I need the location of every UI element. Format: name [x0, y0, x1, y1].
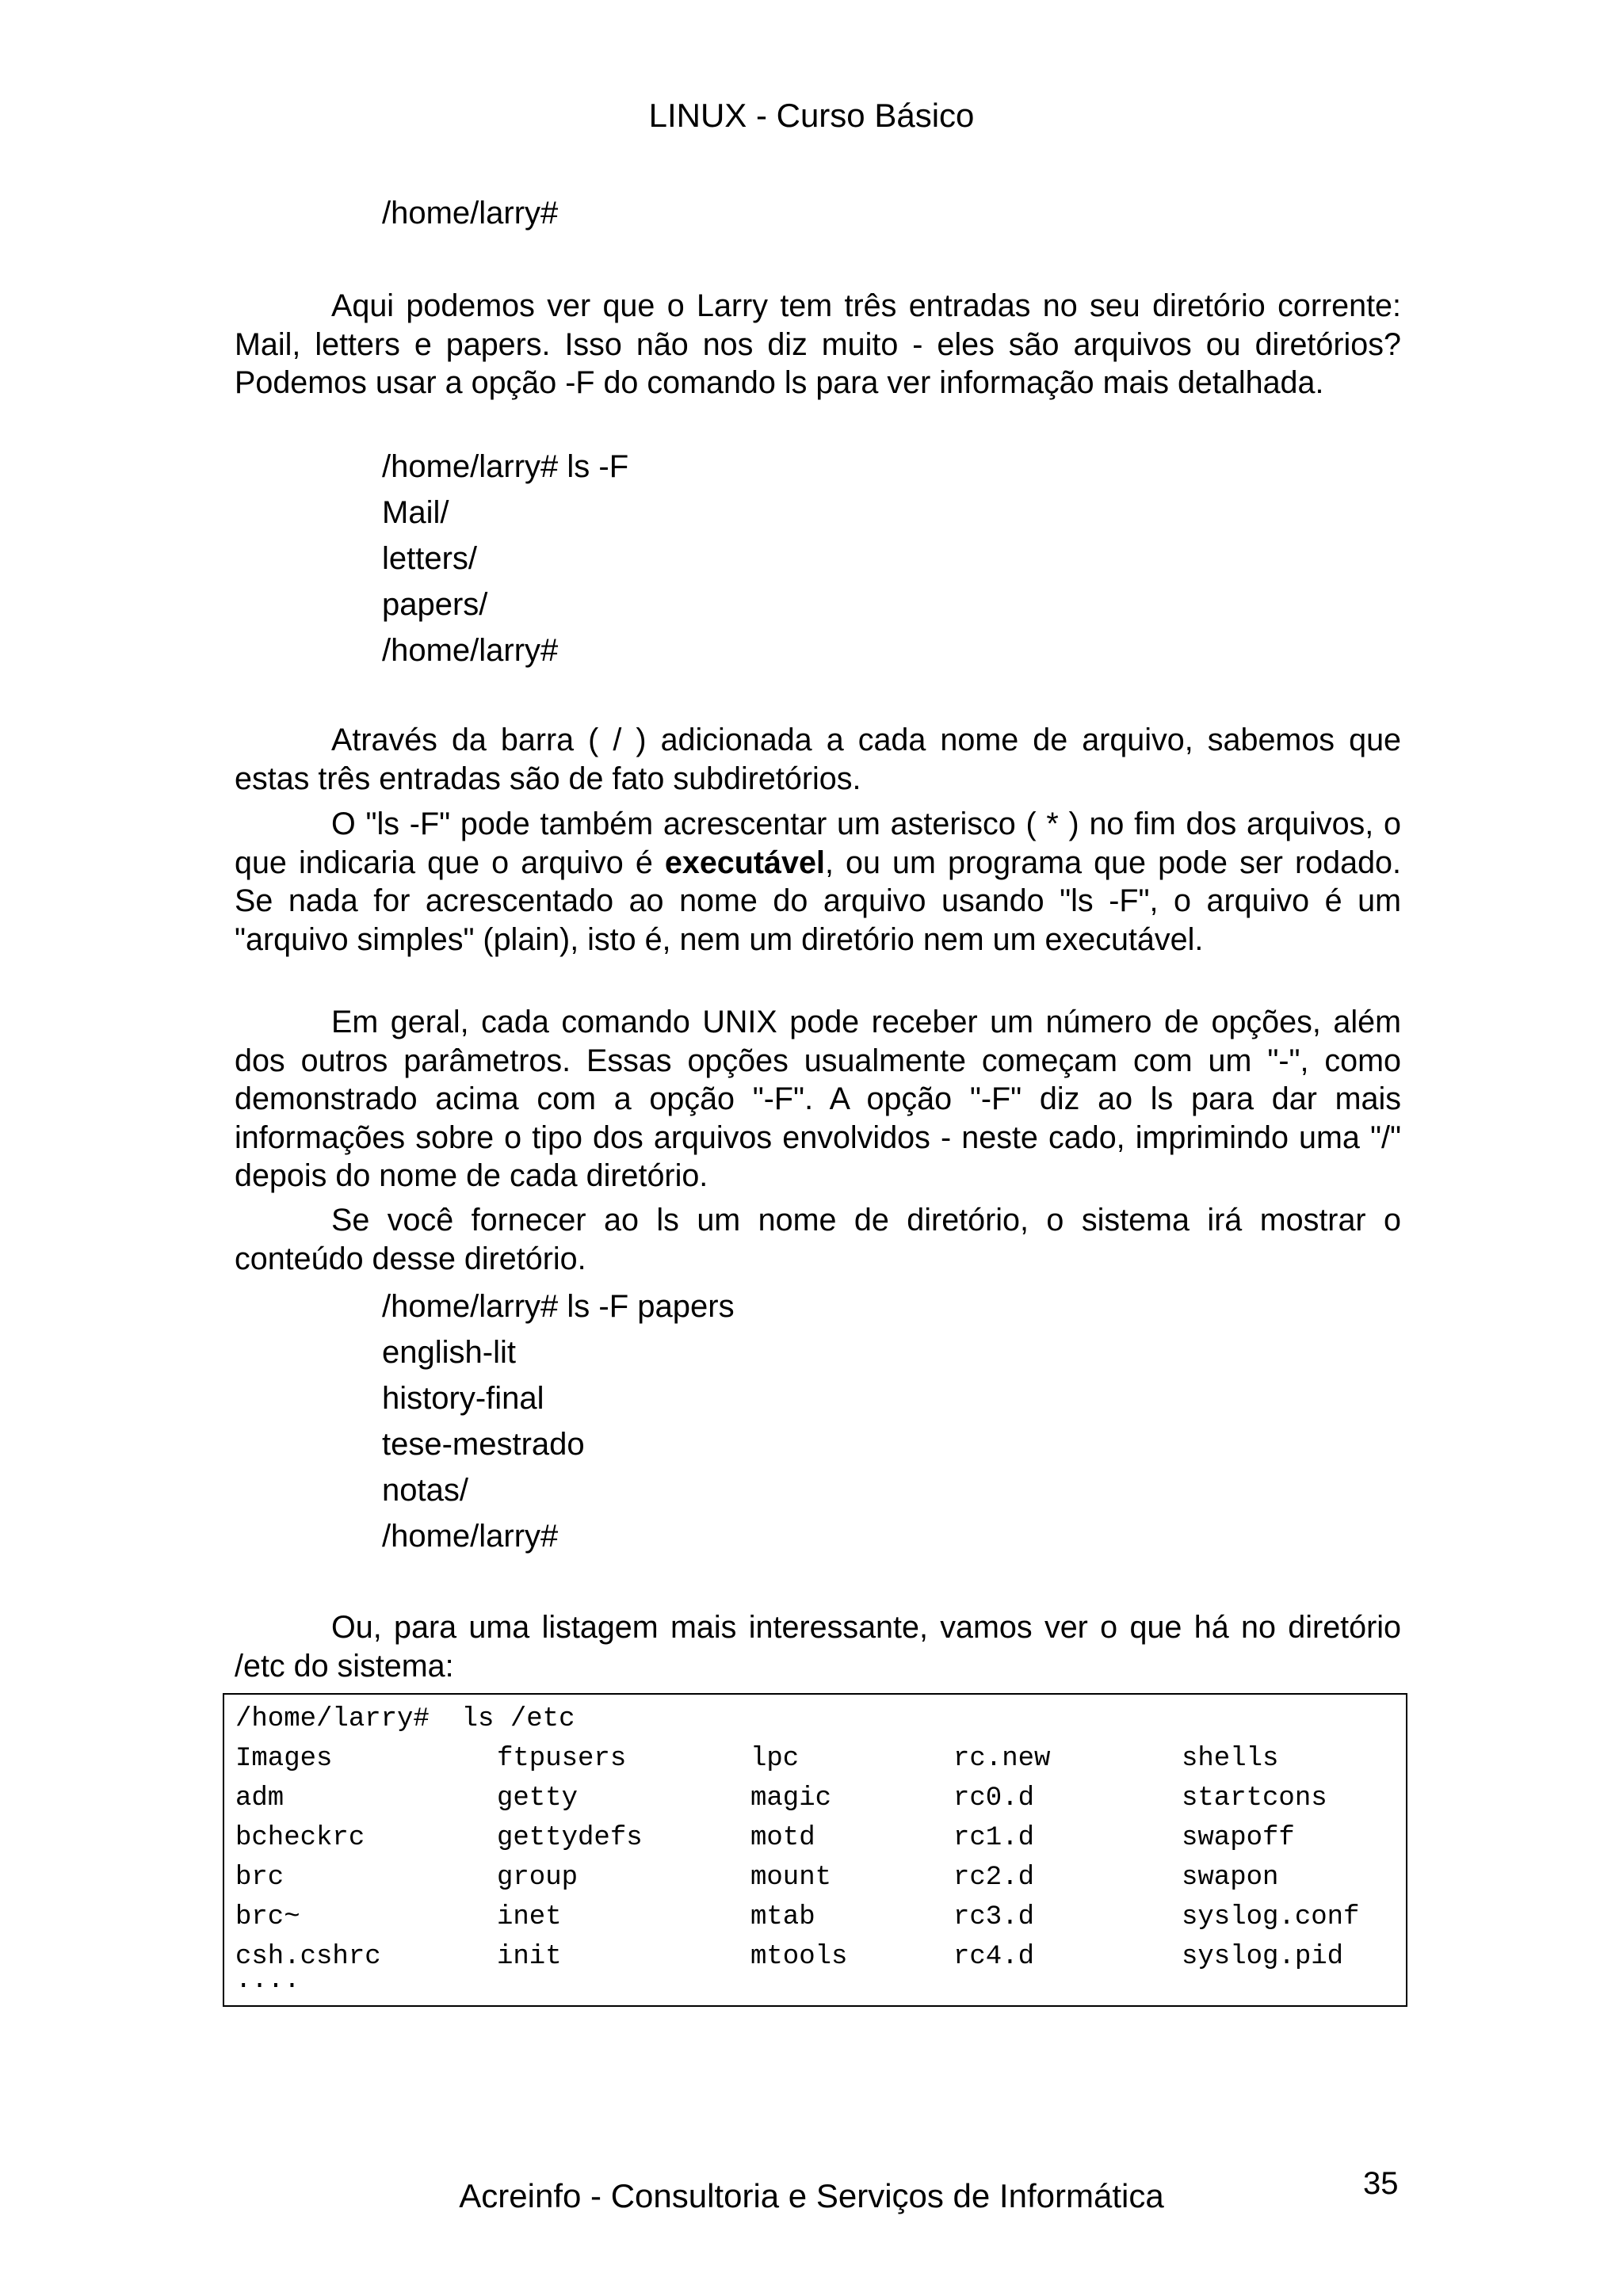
etc-file-name: rc4.d — [953, 1942, 1035, 1972]
output-line: notas/ — [382, 1473, 468, 1508]
page-number: 35 — [1363, 2166, 1399, 2201]
etc-file-name: csh.cshrc — [235, 1942, 381, 1972]
command-line: /home/larry# — [382, 633, 559, 668]
etc-file-name: init — [497, 1942, 562, 1972]
paragraph-directory — [235, 1201, 1401, 1278]
paragraph-text: O "ls -F" pode também acrescentar um asterisco ( * ) no fim dos arquivos, o que indicaria que o arquivo é — [235, 807, 1401, 880]
etc-file-name: adm — [235, 1783, 285, 1814]
paragraph-text: Ou, para uma listagem mais interessante, vamos ver o que há no diretório /etc do sistema: — [235, 1610, 1401, 1684]
etc-file-name: magic — [750, 1783, 832, 1814]
paragraph-text: Aqui podemos ver que o Larry tem três entradas no seu diretório corrente: Mail, letters e papers. Isso não nos diz muito - eles são arquivos ou diretórios? Podemos usar a opção -F do comando ls para ver informação mais detalhada. — [235, 288, 1401, 400]
etc-file-name: rc0.d — [953, 1783, 1035, 1814]
paragraph-slash — [235, 721, 1401, 798]
command-line: /home/larry# — [382, 1519, 559, 1554]
etc-file-name: syslog.conf — [1182, 1902, 1360, 1932]
etc-file-name: getty — [497, 1783, 579, 1814]
paragraph-text: Se você fornecer ao ls um nome de diretório, o sistema irá mostrar o conteúdo desse diretório. — [235, 1203, 1401, 1276]
etc-file-name: group — [497, 1863, 579, 1893]
output-line: Mail/ — [382, 495, 449, 530]
etc-prompt: /home/larry# ls /etc — [235, 1704, 575, 1734]
etc-file-name: lpc — [750, 1744, 800, 1774]
paragraph-options — [235, 1003, 1401, 1196]
etc-file-name: mtab — [750, 1902, 815, 1932]
paragraph-intro — [235, 287, 1401, 402]
page-header: LINUX - Curso Básico — [648, 97, 975, 134]
etc-file-name: rc3.d — [953, 1902, 1035, 1932]
paragraph-etc — [235, 1608, 1401, 1685]
paragraph-text: , ou um programa que pode ser rodado. Se nada for acrescentado ao nome do arquivo usando "ls -F", o arquivo é um "arquivo simples" (plain), isto é, nem um diretório nem um executável. — [235, 845, 1401, 957]
output-line: letters/ — [382, 541, 478, 576]
etc-file-name: ftpusers — [497, 1744, 627, 1774]
etc-file-name: Images — [235, 1744, 333, 1774]
output-line: english-lit — [382, 1335, 516, 1370]
etc-file-name: swapon — [1182, 1863, 1279, 1893]
paragraph-asterisk — [235, 805, 1401, 959]
etc-file-name: rc1.d — [953, 1823, 1035, 1853]
etc-listing-box — [223, 1693, 1407, 2007]
etc-file-name: swapoff — [1182, 1823, 1295, 1853]
etc-file-name: brc~ — [235, 1902, 300, 1932]
etc-file-name: rc.new — [953, 1744, 1051, 1774]
etc-file-name: gettydefs — [497, 1823, 643, 1853]
etc-file-name: syslog.pid — [1182, 1942, 1344, 1972]
etc-file-name: bcheckrc — [235, 1823, 365, 1853]
etc-ellipsis: .... — [235, 1966, 300, 1996]
etc-file-name: shells — [1182, 1744, 1279, 1774]
output-line: papers/ — [382, 587, 488, 622]
bold-term: executável — [664, 845, 825, 880]
paragraph-text: Através da barra ( / ) adicionada a cada nome de arquivo, sabemos que estas três entradas são de fato subdiretórios. — [235, 723, 1401, 796]
paragraph-text: Em geral, cada comando UNIX pode receber um número de opções, além dos outros parâmetros. Essas opções usualmente começam com um "-", como demonstrado acima com a opção "-F". A opção "-F" diz ao ls para dar mais informações sobre o tipo dos arquivos envolvidos - neste cado, imprimindo uma "/" depois do nome de cada diretório. — [235, 1005, 1401, 1193]
etc-file-name: rc2.d — [953, 1863, 1035, 1893]
output-line: history-final — [382, 1381, 544, 1416]
etc-file-name: inet — [497, 1902, 562, 1932]
page-footer: Acreinfo - Consultoria e Serviços de Informática — [459, 2177, 1164, 2214]
output-line: tese-mestrado — [382, 1427, 585, 1462]
etc-file-name: motd — [750, 1823, 815, 1853]
etc-file-name: brc — [235, 1863, 285, 1893]
command-line: /home/larry# ls -F — [382, 449, 629, 484]
etc-file-name: startcons — [1182, 1783, 1327, 1814]
command-line: /home/larry# ls -F papers — [382, 1289, 735, 1324]
command-line: /home/larry# — [382, 196, 559, 231]
etc-file-name: mtools — [750, 1942, 848, 1972]
etc-file-name: mount — [750, 1863, 832, 1893]
